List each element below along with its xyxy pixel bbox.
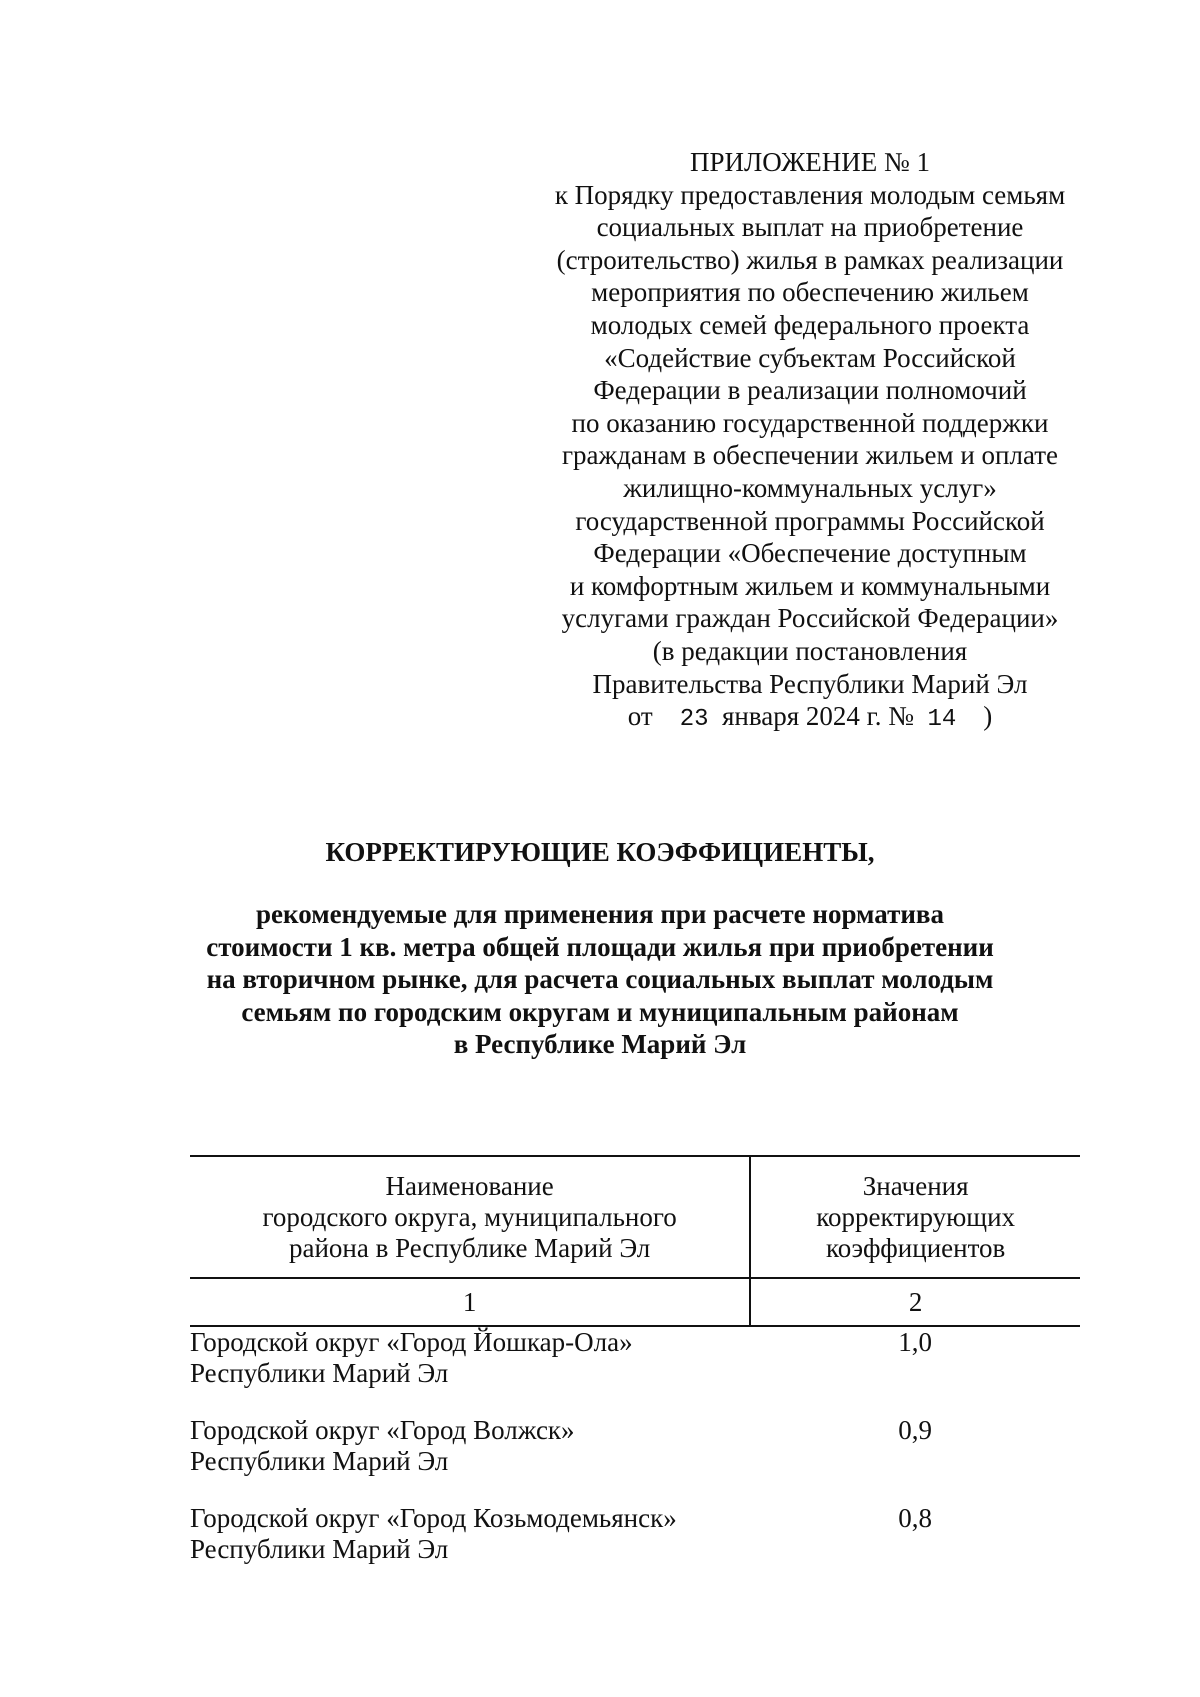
appendix-line: к Порядку предоставления молодым семьям (554, 179, 1066, 210)
date-middle: января 2024 г. № (722, 701, 914, 732)
appendix-line: гражданам в обеспечении жильем и оплате (561, 440, 1059, 471)
subtitle-line: в Республике Марий Эл (453, 1029, 747, 1060)
subtitle-line: стоимости 1 кв. метра общей площади жилья при приобретении (206, 931, 994, 962)
column-number: 2 (750, 1278, 1080, 1326)
coefficient-value: 0,8 (898, 1503, 932, 1533)
appendix-line: социальных выплат на приобретение (596, 212, 1024, 243)
date-day: 23 (679, 706, 709, 734)
table-header-row (190, 1156, 1080, 1278)
header-coefficient: Значения корректирующих коэффициентов (750, 1156, 1080, 1278)
subtitle-line: семьям по городским округам и муниципальным районам (241, 996, 959, 1027)
document-subtitle (0, 898, 1200, 1061)
header-territory: Наименование городского округа, муниципального района в Республике Марий Эл (190, 1156, 750, 1278)
appendix-line: и комфортным жильем и коммунальными (569, 570, 1051, 601)
appendix-line: мероприятия по обеспечению жильем (591, 277, 1029, 308)
table-row (190, 1326, 1080, 1415)
territory-name: Городской округ «Город Козьмодемьянск» Республики Марий Эл (190, 1503, 677, 1564)
coefficient-value: 0,9 (898, 1415, 932, 1445)
document-number: 14 (927, 706, 957, 734)
appendix-line: государственной программы Российской (575, 505, 1045, 536)
subtitle-line: рекомендуемые для применения при расчете норматива (256, 899, 944, 929)
territory-name: Городской округ «Город Йошкар-Ола» Республики Марий Эл (190, 1327, 633, 1388)
appendix-line: жилищно-коммунальных услуг» (623, 472, 997, 503)
appendix-block (540, 146, 1080, 737)
territory-name: Городской округ «Город Волжск» Республики Марий Эл (190, 1415, 575, 1476)
appendix-date-line (540, 700, 1080, 737)
coefficients-table (190, 1155, 1080, 1591)
column-number-row (190, 1278, 1080, 1326)
appendix-line: «Содействие субъектам Российской (604, 342, 1016, 373)
appendix-heading: ПРИЛОЖЕНИЕ № 1 (689, 147, 931, 177)
date-suffix: ) (983, 701, 993, 732)
appendix-line: услугами граждан Российской Федерации» (561, 603, 1059, 634)
appendix-line: Федерации «Обеспечение доступным (593, 538, 1027, 569)
appendix-line: по оказанию государственной поддержки (571, 407, 1049, 438)
date-prefix: от (627, 701, 653, 732)
coefficient-value: 1,0 (898, 1327, 932, 1357)
column-number: 1 (190, 1278, 750, 1326)
appendix-line: Федерации в реализации полномочий (593, 375, 1027, 406)
subtitle-line: на вторичном рынке, для расчета социальных выплат молодым (206, 964, 994, 995)
appendix-line: Правительства Республики Марий Эл (592, 668, 1028, 699)
appendix-line: (строительство) жилья в рамках реализации (556, 244, 1064, 275)
table-row (190, 1503, 1080, 1591)
appendix-line: (в редакции постановления (652, 635, 968, 666)
document-title: КОРРЕКТИРУЮЩИЕ КОЭФФИЦИЕНТЫ, (325, 837, 875, 867)
table-row (190, 1415, 1080, 1503)
appendix-line: молодых семей федерального проекта (590, 309, 1030, 340)
